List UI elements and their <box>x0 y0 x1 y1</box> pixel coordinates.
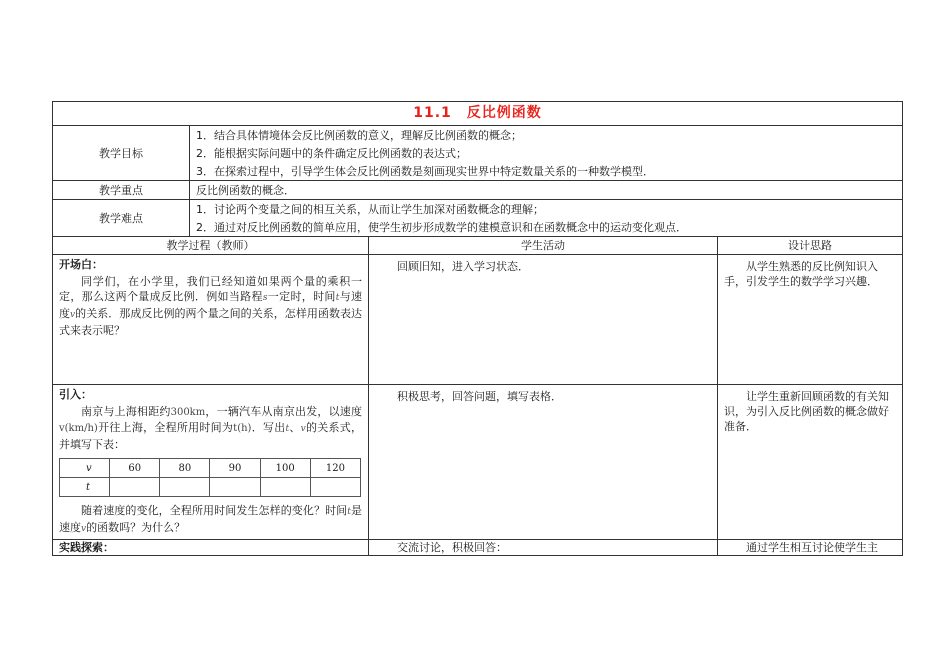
intro-activity: 积极思考，回答问题，填写表格． <box>397 390 562 403</box>
difficulty-label: 教学难点 <box>53 200 190 237</box>
table-cell: 60 <box>110 459 160 478</box>
opening-title: 开场白： <box>59 258 103 271</box>
table-cell: t <box>60 478 110 497</box>
difficulty-item: 2．通过对反比例函数的简单应用，使学生初步形成数学的建模意识和在函数概念中的运动变化观点． <box>196 221 687 234</box>
table-row <box>60 478 361 497</box>
difficulty-item: 1．讨论两个变量之间的相互关系，从而让学生加深对函数概念的理解； <box>196 203 544 216</box>
opening-cell <box>53 255 369 385</box>
goal-item: 2．能根据实际问题中的条件确定反比例函数的表达式； <box>196 147 467 160</box>
goal-item: 3．在探索过程中，引导学生体会反比例函数是刻画现实世界中特定数量关系的一种数学模型． <box>196 165 654 178</box>
lesson-title: 11.1 反比例函数 <box>413 105 542 121</box>
table-cell[interactable] <box>260 478 310 497</box>
header-activity: 学生活动 <box>369 237 718 255</box>
table-cell[interactable] <box>160 478 210 497</box>
table-cell[interactable] <box>310 478 360 497</box>
header-design: 设计思路 <box>718 237 903 255</box>
speed-time-table <box>59 458 361 497</box>
table-cell: 100 <box>260 459 310 478</box>
opening-design-cell <box>718 255 903 385</box>
opening-paragraph: 同学们，在小学里，我们已经知道如果两个量的乘积一定，那么这两个量成反比例．例如当路程s一定时，时间t与速度v的关系．那成反比例的两个量之间的关系，怎样用函数表达式来表示呢？ <box>59 275 363 337</box>
practice-activity-cell <box>369 540 718 556</box>
goal-item: 1．结合具体情境体会反比例函数的意义，理解反比例函数的概念； <box>196 129 522 142</box>
goals-content <box>190 126 903 181</box>
key-point-text: 反比例函数的概念． <box>196 184 295 197</box>
intro-design-cell <box>718 385 903 540</box>
key-point-content <box>190 181 903 200</box>
table-cell[interactable] <box>210 478 260 497</box>
opening-design: 从学生熟悉的反比例知识入手，引发学生的数学学习兴趣． <box>724 260 878 288</box>
intro-paragraph: 南京与上海相距约300km，一辆汽车从南京出发，以速度v(km/h)开往上海，全程所用时间为t(h)．写出t、v的关系式，并填写下表： <box>59 405 363 451</box>
table-cell[interactable] <box>110 478 160 497</box>
difficulty-content <box>190 200 903 237</box>
goals-label: 教学目标 <box>53 126 190 181</box>
header-process: 教学过程（教师） <box>53 237 369 255</box>
intro-cell <box>53 385 369 540</box>
lesson-plan-table <box>52 101 903 556</box>
key-point-label: 教学重点 <box>53 181 190 200</box>
intro-title: 引入： <box>59 388 92 401</box>
practice-design: 通过学生相互讨论使学生主 <box>746 541 878 554</box>
practice-activity: 交流讨论，积极回答： <box>397 541 507 554</box>
table-cell: v <box>60 459 110 478</box>
table-cell: 80 <box>160 459 210 478</box>
table-cell: 90 <box>210 459 260 478</box>
lesson-plan <box>52 101 902 556</box>
intro-question: 随着速度的变化，全程所用时间发生怎样的变化？时间t是速度v的函数吗？为什么？ <box>59 504 363 534</box>
title-cell <box>53 102 903 126</box>
table-row <box>60 459 361 478</box>
intro-design: 让学生重新回顾函数的有关知识，为引入反比例函数的概念做好准备． <box>724 390 889 433</box>
intro-activity-cell <box>369 385 718 540</box>
practice-title: 实践探索： <box>59 541 114 554</box>
practice-design-cell <box>718 540 903 556</box>
practice-cell <box>53 540 369 556</box>
table-cell: 120 <box>310 459 360 478</box>
opening-activity-cell <box>369 255 718 385</box>
opening-activity: 回顾旧知，进入学习状态． <box>397 260 529 273</box>
